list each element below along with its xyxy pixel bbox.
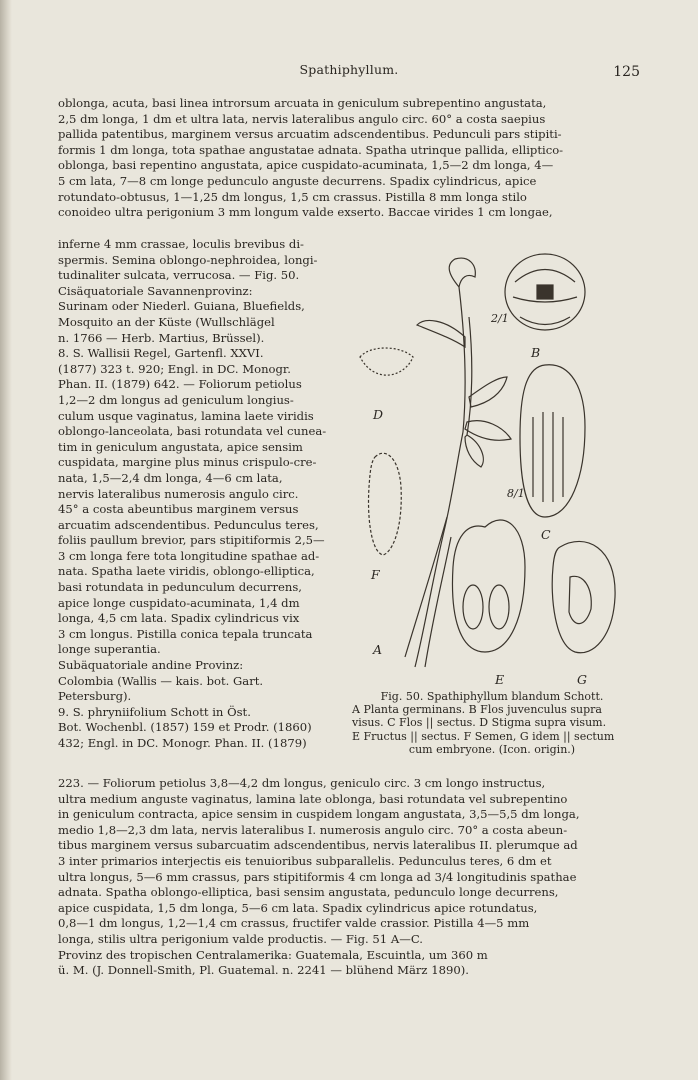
text-line: tudinaliter sulcata, verrucosa. — Fig. 50. xyxy=(58,268,300,283)
text-line: Bot. Wochenbl. (1857) 159 et Prodr. (1860) xyxy=(58,720,312,735)
text-line: ü. M. (J. Donnell-Smith, Pl. Guatemal. n. 2241 — blühend März 1890). xyxy=(58,963,469,978)
fruit-e-seed xyxy=(463,585,483,629)
text-line: n. 1766 — Herb. Martius, Brüssel). xyxy=(58,330,265,345)
text-line: pallida patentibus, marginem versus arcuatim adscendentibus. Pedunculi pars stipiti- xyxy=(58,127,562,142)
text-line: conoideo ultra perigonium 3 mm longum valde exserto. Baccae virides 1 cm longae, xyxy=(58,205,553,220)
seedling-cotyledon xyxy=(465,435,483,467)
text-line: 432; Engl. in DC. Monogr. Phan. II. (1879) xyxy=(58,736,307,750)
label-g: G xyxy=(577,672,587,687)
text-line: 9. S. phryniifolium Schott in Öst. xyxy=(58,704,251,719)
scale-label-b: 2/1 xyxy=(491,312,509,325)
text-line: 3 inter primarios interjectis eis tenuioribus subparallelis. Pedunculus teres, 6 dm et xyxy=(58,853,552,868)
text-line: Provinz des tropischen Centralamerika: Guatemala, Escuintla, um 360 m xyxy=(58,947,488,962)
text-line: oblonga, basi repentino angustata, apice cuspidato-acuminata, 1,5—2 dm longa, 4— xyxy=(58,158,554,173)
text-line: arcuatim adscendentibus. Pedunculus teres, xyxy=(58,517,319,532)
text-line: tibus marginem versus subarcuatim adscendentibus, nervis lateralibus II. plerumque ad xyxy=(58,838,578,853)
text-line: nata, 1,5—2,4 dm longa, 4—6 cm lata, xyxy=(58,470,283,485)
label-f: F xyxy=(371,567,380,582)
text-line: 2,5 dm longa, 1 dm et ultra lata, nervis lateralibus angulo circ. 60° a costa saepius xyxy=(58,111,546,126)
page-spine-shadow xyxy=(0,0,12,1080)
seedling-leaf xyxy=(469,377,507,407)
figure-caption xyxy=(352,690,632,756)
fruit-e-seed xyxy=(489,585,509,629)
top-paragraph xyxy=(58,96,640,221)
seedling-stem xyxy=(459,287,465,432)
caption-line: cum embryone. (Icon. origin.) xyxy=(408,742,576,756)
running-head: Spathiphyllum. xyxy=(299,62,399,77)
text-line: formis 1 dm longa, tota spathae angustatae adnata. Spatha utrinque pallida, elliptico- xyxy=(58,142,564,157)
seedling-leaf xyxy=(417,321,465,347)
label-c: C xyxy=(541,527,551,542)
text-line: (1877) 323 t. 920; Engl. in DC. Monogr. xyxy=(58,361,291,376)
text-line: Subäquatoriale andine Provinz: xyxy=(58,658,244,673)
seed-f xyxy=(369,453,402,555)
text-line: nata. Spatha laete viridis, oblongo-elliptica, xyxy=(58,564,315,579)
text-line: oblonga, acuta, basi linea introrsum arcuata in geniculum subrepentino angustata, xyxy=(58,96,547,110)
text-line: apice cuspidata, 1,5 dm longa, 5—6 cm lata. Spadix cylindricus apice rotundatus, xyxy=(58,900,538,915)
text-line: tim in geniculum angustata, apice sensim xyxy=(58,439,303,454)
scale-label-c: 8/1 xyxy=(507,487,525,500)
flower-b-center xyxy=(537,285,553,299)
text-line: 5 cm lata, 7—8 cm longe pedunculo anguste decurrens. Spadix cylindricus, apice xyxy=(58,173,537,188)
bottom-paragraph xyxy=(58,776,630,979)
text-line: medio 1,8—2,3 dm lata, nervis lateralibus I. numerosis angulo circ. 70° a costa abeun- xyxy=(58,822,568,837)
text-line: 1,2—2 dm longus ad geniculum longius- xyxy=(58,392,294,407)
text-line: 3 cm longus. Pistilla conica tepala truncata xyxy=(58,626,313,641)
text-line: ultra longus, 5—6 mm crassus, pars stipitiformis 4 cm longa ad 3/4 longitudinis spathae xyxy=(58,869,577,884)
text-line: 8. S. Wallisii Regel, Gartenfl. XXVI. xyxy=(58,346,264,361)
label-b: B xyxy=(531,345,541,360)
text-line: Mosquito an der Küste (Wullschlägel xyxy=(58,314,275,329)
text-line: longa, 4,5 cm lata. Spadix cylindricus vix xyxy=(58,611,300,626)
text-line: nervis lateralibus numerosis angulo circ. xyxy=(58,486,299,501)
text-line: apice longe cuspidato-acuminata, 1,4 dm xyxy=(58,595,300,610)
stigma-d xyxy=(360,348,413,375)
botanical-figure xyxy=(355,247,635,687)
text-line: spermis. Semina oblongo-nephroidea, longi- xyxy=(58,252,318,267)
seedling-leaf xyxy=(465,421,511,441)
text-line: inferne 4 mm crassae, loculis brevibus di- xyxy=(58,237,304,251)
text-line: adnata. Spatha oblongo-elliptica, basi sensim angustata, pedunculo longe decurrens, xyxy=(58,885,559,900)
text-line: Petersburg). xyxy=(58,689,132,704)
seed-section-g xyxy=(552,541,615,652)
text-line: rotundato-obtusus, 1—1,25 dm longus, 1,5 cm crassus. Pistilla 8 mm longa stilo xyxy=(58,189,527,204)
text-line: Phan. II. (1879) 642. — Foliorum petiolus xyxy=(58,377,302,392)
text-line: cuspidata, margine plus minus crispulo-cre- xyxy=(58,455,317,470)
text-line: longa, stilis ultra perigonium valde productis. — Fig. 51 A—C. xyxy=(58,931,423,946)
left-column-text xyxy=(58,237,354,752)
page-header xyxy=(0,62,698,84)
text-line: 3 cm longa fere tota longitudine spathae ad- xyxy=(58,548,320,563)
text-line: 0,8—1 dm longus, 1,2—1,4 cm crassus, fructifer valde crassior. Pistilla 4—5 mm xyxy=(58,916,530,931)
seedling-stem xyxy=(467,317,472,435)
label-e: E xyxy=(495,672,505,687)
page-number: 125 xyxy=(613,64,640,80)
caption-line: visus. C Flos || sectus. D Stigma supra visum. xyxy=(352,716,607,730)
text-line: 45° a costa abeuntibus marginem versus xyxy=(58,502,299,517)
caption-line: E Fructus || sectus. F Semen, G idem || sectum xyxy=(352,729,615,743)
text-line: 223. — Foliorum petiolus 3,8—4,2 dm longus, geniculo circ. 3 cm longo instructus, xyxy=(58,776,546,790)
text-line: in geniculum contracta, apice sensim in cuspidem longam angustata, 3,5—5,5 dm longa, xyxy=(58,807,580,822)
flower-section-c-ovules xyxy=(533,412,563,502)
text-line: basi rotundata in pedunculum decurrens, xyxy=(58,580,302,595)
label-d: D xyxy=(373,407,384,422)
text-line: culum usque vaginatus, lamina laete viridis xyxy=(58,408,314,423)
label-a: A xyxy=(373,642,383,657)
text-line: foliis paullum brevior, pars stipitiformis 2,5— xyxy=(58,533,325,548)
text-line: Colombia (Wallis — kais. bot. Gart. xyxy=(58,673,264,688)
text-line: longe superantia. xyxy=(58,642,161,657)
text-line: ultra medium anguste vaginatus, lamina late oblonga, basi rotundata vel subrepentino xyxy=(58,791,568,806)
seedling-leaf xyxy=(449,258,475,287)
caption-line: A Planta germinans. B Flos juvenculus supra xyxy=(352,703,602,717)
seed-g-embryo xyxy=(569,576,591,623)
text-line: Cisäquatoriale Savannenprovinz: xyxy=(58,283,253,298)
text-line: Surinam oder Niederl. Guiana, Bluefields, xyxy=(58,299,305,314)
text-line: oblongo-lanceolata, basi rotundata vel cunea- xyxy=(58,424,327,439)
caption-title: Fig. 50. Spathiphyllum blandum Schott. xyxy=(380,690,604,703)
fruit-section-e xyxy=(452,520,525,652)
